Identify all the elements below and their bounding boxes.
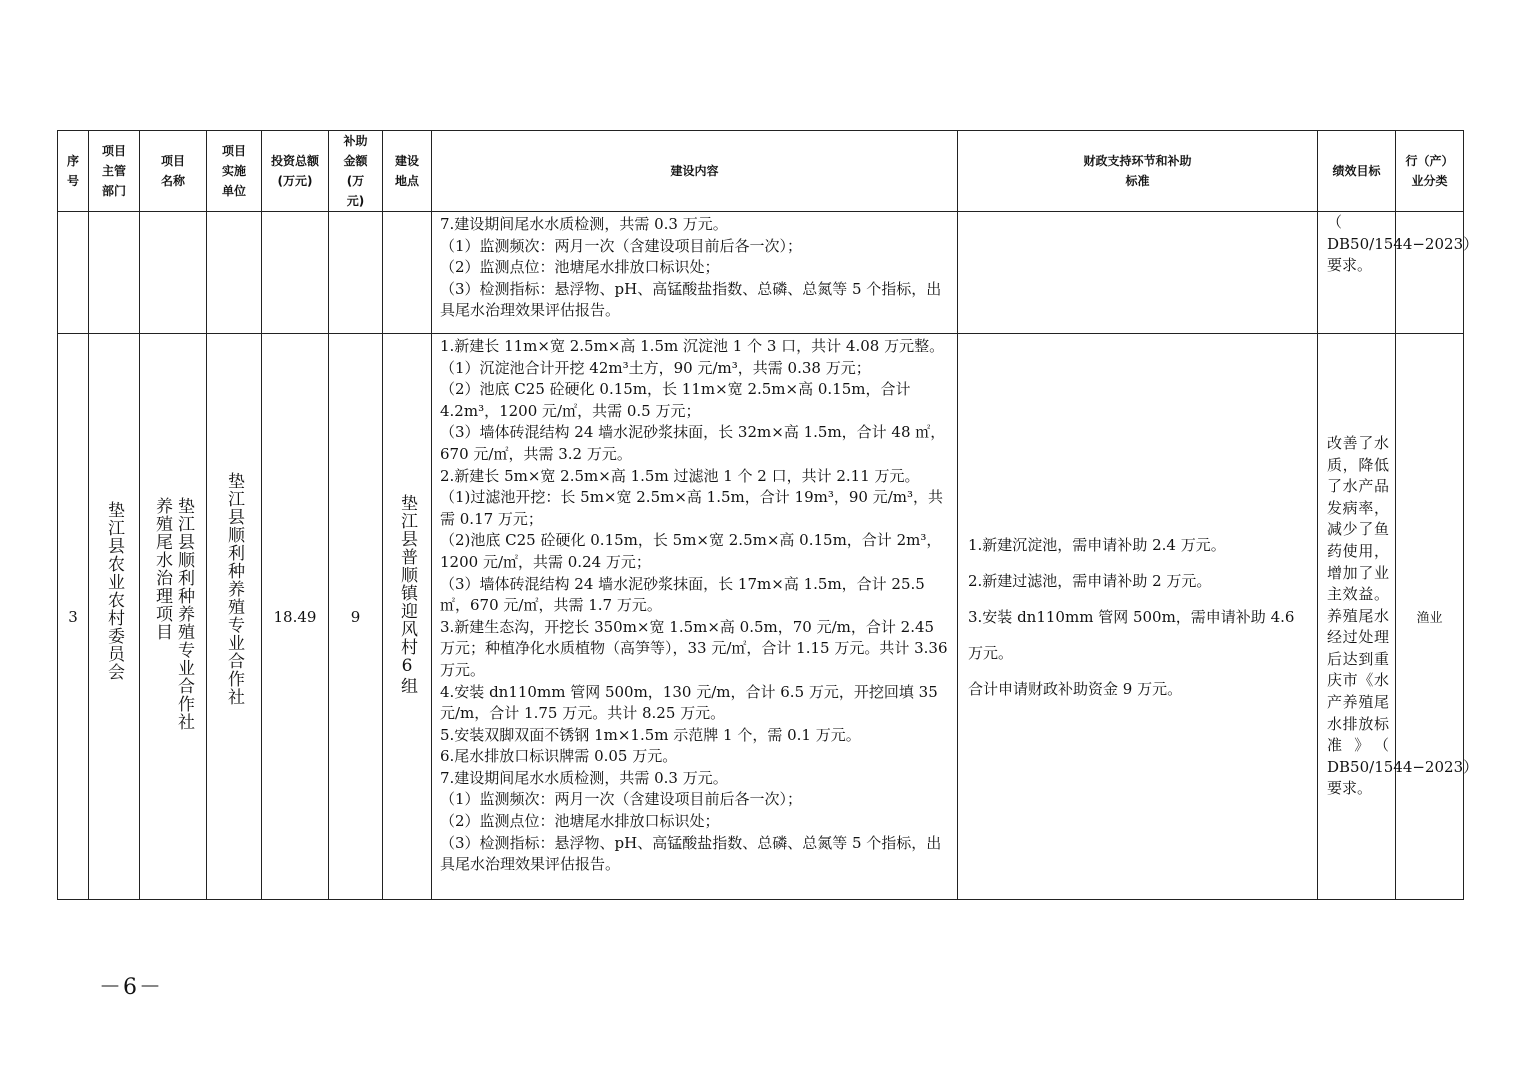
row-category: 渔业: [1396, 334, 1464, 900]
table-header-row: [58, 131, 1464, 212]
continuation-content: [432, 212, 958, 334]
content-line: 1.新建长 11m×宽 2.5m×高 1.5m 沉淀池 1 个 3 口，共计 4.08 万元整。: [440, 337, 945, 355]
content-line: （2）监测点位：池塘尾水排放口标识处；: [440, 812, 720, 831]
row-unit-cell: [207, 334, 262, 900]
row-site-cell: [383, 334, 432, 900]
row-dept-cell: [89, 334, 140, 900]
row-subsidy: 9: [329, 334, 383, 900]
header-category: 行（产）业分类: [1396, 131, 1464, 212]
content-line: （1）沉淀池合计开挖 42m³土方，90 元/m³，共需 0.38 万元；: [440, 358, 871, 377]
content-line: （3）墙体砖混结构 24 墙水泥砂浆抹面，长 32m×高 1.5m，合计 48 ㎡，670 元/㎡，共需 3.2 万元。: [440, 423, 946, 463]
row-seq: 3: [58, 334, 89, 900]
content-line: （2)池底 C25 砼硬化 0.15m，长 5m×宽 2.5m×高 0.15m，合计 2m³，1200 元/㎡，共需 0.24 万元；: [440, 531, 942, 571]
finance-line: 2.新建过滤池，需申请补助 2 万元。: [968, 571, 1212, 590]
row-finance: [958, 334, 1318, 900]
content-line: 7.建设期间尾水水质检测，共需 0.3 万元。: [440, 215, 728, 233]
row-dept: 垫江县农业农村委员会: [104, 500, 124, 681]
content-line: 2.新建长 5m×宽 2.5m×高 1.5m 过滤池 1 个 2 口，共计 2.11 万元。: [440, 466, 920, 485]
row-name-cell: [140, 334, 207, 900]
content-line: 5.安装双脚双面不锈钢 1m×1.5m 示范牌 1 个，需 0.1 万元。: [440, 725, 861, 744]
header-site: 建设地点: [383, 131, 432, 212]
header-dept: 项目主管部门: [89, 131, 140, 212]
row-name: 垫江县顺利种养殖专业合作社养殖尾水治理项目: [152, 496, 194, 731]
project-table: [57, 130, 1479, 900]
content-line: （2）池底 C25 砼硬化 0.15m，长 11m×宽 2.5m×高 0.15m，合计 4.2m³，1200 元/㎡，共需 0.5 万元；: [440, 380, 911, 420]
header-content: 建设内容: [432, 131, 958, 212]
header-perf: 绩效目标: [1318, 131, 1396, 212]
content-line: 3.新建生态沟，开挖长 350m×宽 1.5m×高 0.5m，70 元/m，合计 2.45 万元；种植净化水质植物（高笋等），33 元/㎡，合计 1.15 万元。共计 3.36 万元。: [440, 617, 948, 679]
page-number: －6－: [99, 975, 163, 1000]
row-content: [432, 334, 958, 900]
content-line: 7.建设期间尾水水质检测，共需 0.3 万元。: [440, 768, 728, 787]
row-perf: 改善了水质，降低了水产品发病率，减少了鱼药使用，增加了业主效益。养殖尾水经过处理后达到重庆市《水产养殖尾水排放标准》（ DB50/1544−2023）要求。: [1318, 334, 1396, 900]
row-unit: 垫江县顺利种养殖专业合作社: [224, 471, 244, 706]
content-line: （3）检测指标：悬浮物、pH、高锰酸盐指数、总磷、总氮等 5 个指标，出具尾水治理效果评估报告。: [440, 279, 942, 320]
header-seq: 序号: [58, 131, 89, 212]
finance-line: 1.新建沉淀池，需申请补助 2.4 万元。: [968, 535, 1226, 554]
content-line: （1）监测频次：两月一次（含建设项目前后各一次）；: [440, 236, 803, 255]
header-name: 项目名称: [140, 131, 207, 212]
finance-line: 3.安装 dn110mm 管网 500m，需申请补助 4.6 万元。: [968, 607, 1295, 662]
continuation-perf: （ DB50/1544−2023）要求。: [1318, 212, 1396, 334]
content-line: 4.安装 dn110mm 管网 500m，130 元/m，合计 6.5 万元，开挖回填 35 元/m，合计 1.75 万元。共计 8.25 万元。: [440, 682, 938, 723]
table-row: [58, 334, 1464, 900]
header-subsidy: 补助金额(万元): [329, 131, 383, 212]
content-line: （2）监测点位：池塘尾水排放口标识处；: [440, 258, 720, 277]
table-row-continuation: [58, 212, 1464, 334]
content-line: （3）墙体砖混结构 24 墙水泥砂浆抹面，长 17m×高 1.5m，合计 25.5 ㎡，670 元/㎡，共需 1.7 万元。: [440, 574, 925, 615]
header-finance: 财政支持环节和补助标准: [958, 131, 1318, 212]
finance-line: 合计申请财政补助资金 9 万元。: [968, 679, 1183, 698]
content-line: （3）检测指标：悬浮物、pH、高锰酸盐指数、总磷、总氮等 5 个指标，出具尾水治理效果评估报告。: [440, 833, 942, 874]
content-line: （1）监测频次：两月一次（含建设项目前后各一次）；: [440, 790, 803, 809]
row-invest: 18.49: [262, 334, 329, 900]
row-site: 垫江县普顺镇迎风村6组: [397, 494, 417, 695]
header-unit: 项目实施单位: [207, 131, 262, 212]
header-invest: 投资总额(万元): [262, 131, 329, 212]
content-line: 6.尾水排放口标识牌需 0.05 万元。: [440, 747, 678, 766]
content-line: （1)过滤池开挖：长 5m×宽 2.5m×高 1.5m，合计 19m³，90 元/m³，共需 0.17 万元；: [440, 488, 943, 528]
